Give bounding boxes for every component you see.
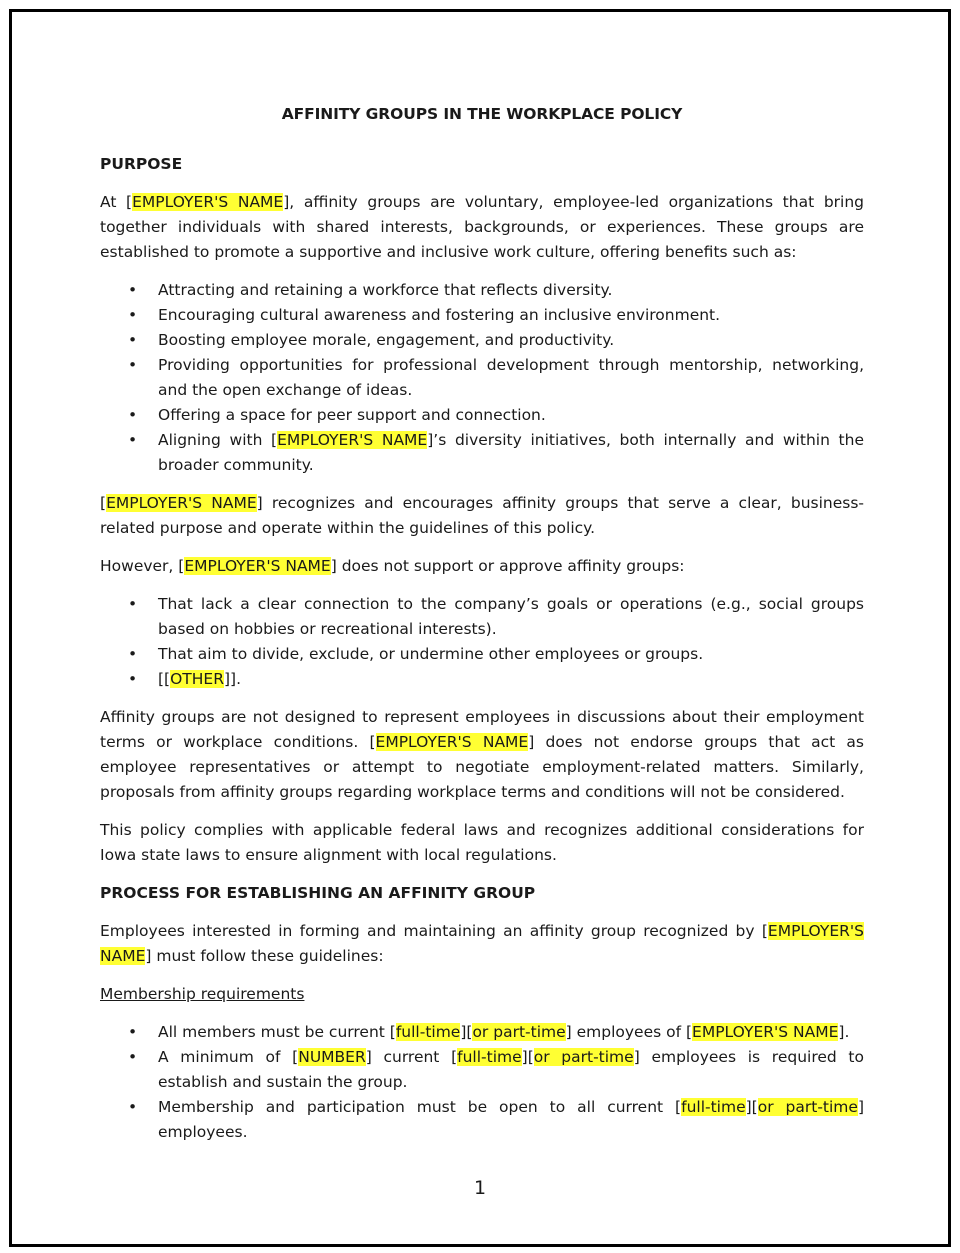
process-heading: PROCESS FOR ESTABLISHING AN AFFINITY GROUP [100, 884, 536, 902]
list-item-text: Attracting and retaining a workforce that reflects diversity. [158, 281, 613, 299]
benefits-list [100, 278, 864, 478]
text-run: ] current [ [365, 1048, 458, 1066]
bullet: • [128, 431, 138, 449]
text-run: ] does not endorse groups that act as employee representatives or attempt to negotiate employment-related matters. Similarly, proposals from affinity groups regarding workplace terms and conditions will not be considered. [100, 733, 865, 801]
list-item [128, 403, 864, 428]
compliance-paragraph: This policy complies with applicable federal laws and recognizes additional considerations for Iowa state laws to ensure alignment with local regulations. [100, 821, 864, 864]
text-run: [ [100, 494, 107, 512]
bullet: • [128, 1098, 138, 1116]
part-time-placeholder: or part-time [757, 1098, 858, 1116]
full-time-placeholder: full-time [457, 1048, 522, 1066]
text-run: ]]. [224, 670, 242, 688]
recognition-paragraph [100, 491, 864, 541]
text-run: ][ [460, 1023, 473, 1041]
text-run: ] must follow these guidelines: [145, 947, 384, 965]
list-item [128, 278, 864, 303]
list-item-text: That aim to divide, exclude, or undermine other employees or groups. [158, 645, 704, 663]
document-body [100, 102, 864, 1158]
list-item [128, 1045, 864, 1095]
employer-name-placeholder: EMPLOYER'S NAME [692, 1023, 839, 1041]
list-item-text: Offering a space for peer support and connection. [158, 406, 546, 424]
text-run: Employees interested in forming and maintaining an affinity group recognized by [ [100, 922, 768, 940]
employer-name-placeholder: EMPLOYER'S NAME [375, 733, 529, 751]
employer-name-placeholder: EMPLOYER'S NAME [132, 193, 284, 211]
text-run: ]’s diversity initiatives, both internally and within the broader community. [158, 431, 864, 474]
list-item [128, 667, 864, 692]
employer-name-placeholder: EMPLOYER'S NAME [100, 922, 864, 965]
text-run: ] does not support or approve affinity groups: [330, 557, 685, 575]
text-run: ] employees is required to establish and sustain the group. [158, 1048, 864, 1091]
list-item [128, 1095, 864, 1145]
text-run: ][ [745, 1098, 758, 1116]
not-supported-list [100, 592, 864, 692]
list-item-text: Boosting employee morale, engagement, and productivity. [158, 331, 615, 349]
list-item [128, 353, 864, 403]
not-supported-intro [100, 554, 864, 579]
number-placeholder: NUMBER [298, 1048, 366, 1066]
text-run: Membership and participation must be open to all current [ [158, 1098, 682, 1116]
process-intro [100, 919, 864, 969]
list-item [128, 428, 864, 478]
full-time-placeholder: full-time [681, 1098, 746, 1116]
bullet: • [128, 645, 138, 663]
list-item-text: Encouraging cultural awareness and fostering an inclusive environment. [158, 306, 721, 324]
text-run: ][ [521, 1048, 534, 1066]
document-title: AFFINITY GROUPS IN THE WORKPLACE POLICY [281, 105, 683, 123]
text-run: Aligning with [ [158, 431, 278, 449]
list-item [128, 303, 864, 328]
text-run: Affinity groups are not designed to represent employees in discussions about their employment terms or workplace conditions. [ [100, 708, 864, 751]
text-run: ] employees. [158, 1098, 864, 1141]
membership-subheading: Membership requirements [100, 985, 305, 1003]
bullet: • [128, 595, 138, 613]
text-run: All members must be current [ [158, 1023, 396, 1041]
list-item-text: That lack a clear connection to the company’s goals or operations (e.g., social groups based on hobbies or recreational interests). [158, 595, 864, 638]
employer-name-placeholder: EMPLOYER'S NAME [277, 431, 428, 449]
bullet: • [128, 406, 138, 424]
bullet: • [128, 1023, 138, 1041]
bullet: • [128, 1048, 138, 1066]
text-run: However, [ [100, 557, 185, 575]
bullet: • [128, 281, 138, 299]
employer-name-placeholder: EMPLOYER'S NAME [106, 494, 257, 512]
employer-name-placeholder: EMPLOYER'S NAME [184, 557, 331, 575]
list-item [128, 328, 864, 353]
purpose-paragraph [100, 190, 864, 265]
representation-paragraph [100, 705, 864, 805]
bullet: • [128, 356, 138, 374]
other-placeholder: OTHER [170, 670, 224, 688]
part-time-placeholder: or part-time [472, 1023, 566, 1041]
text-run: At [ [100, 193, 133, 211]
list-item [128, 1020, 864, 1045]
membership-list [100, 1020, 864, 1145]
bullet: • [128, 306, 138, 324]
text-run: ]. [838, 1023, 850, 1041]
bullet: • [128, 670, 138, 688]
document-page [9, 9, 951, 1247]
bullet: • [128, 331, 138, 349]
text-run: [[ [158, 670, 171, 688]
list-item [128, 592, 864, 642]
page-number: 1 [473, 1177, 487, 1199]
purpose-heading: PURPOSE [100, 155, 183, 173]
list-item-text: Providing opportunities for professional development through mentorship, networking, and the open exchange of ideas. [158, 356, 864, 399]
text-run: A minimum of [ [158, 1048, 299, 1066]
list-item [128, 642, 864, 667]
text-run: ] employees of [ [565, 1023, 693, 1041]
text-run: ], affinity groups are voluntary, employee-led organizations that bring together individuals with shared interests, backgrounds, or experiences. These groups are established to promote a supportive and inclusive work culture, offering benefits such as: [100, 193, 864, 261]
part-time-placeholder: or part-time [533, 1048, 634, 1066]
text-run: ] recognizes and encourages affinity groups that serve a clear, business-related purpose and operate within the guidelines of this policy. [100, 494, 864, 537]
full-time-placeholder: full-time [395, 1023, 461, 1041]
